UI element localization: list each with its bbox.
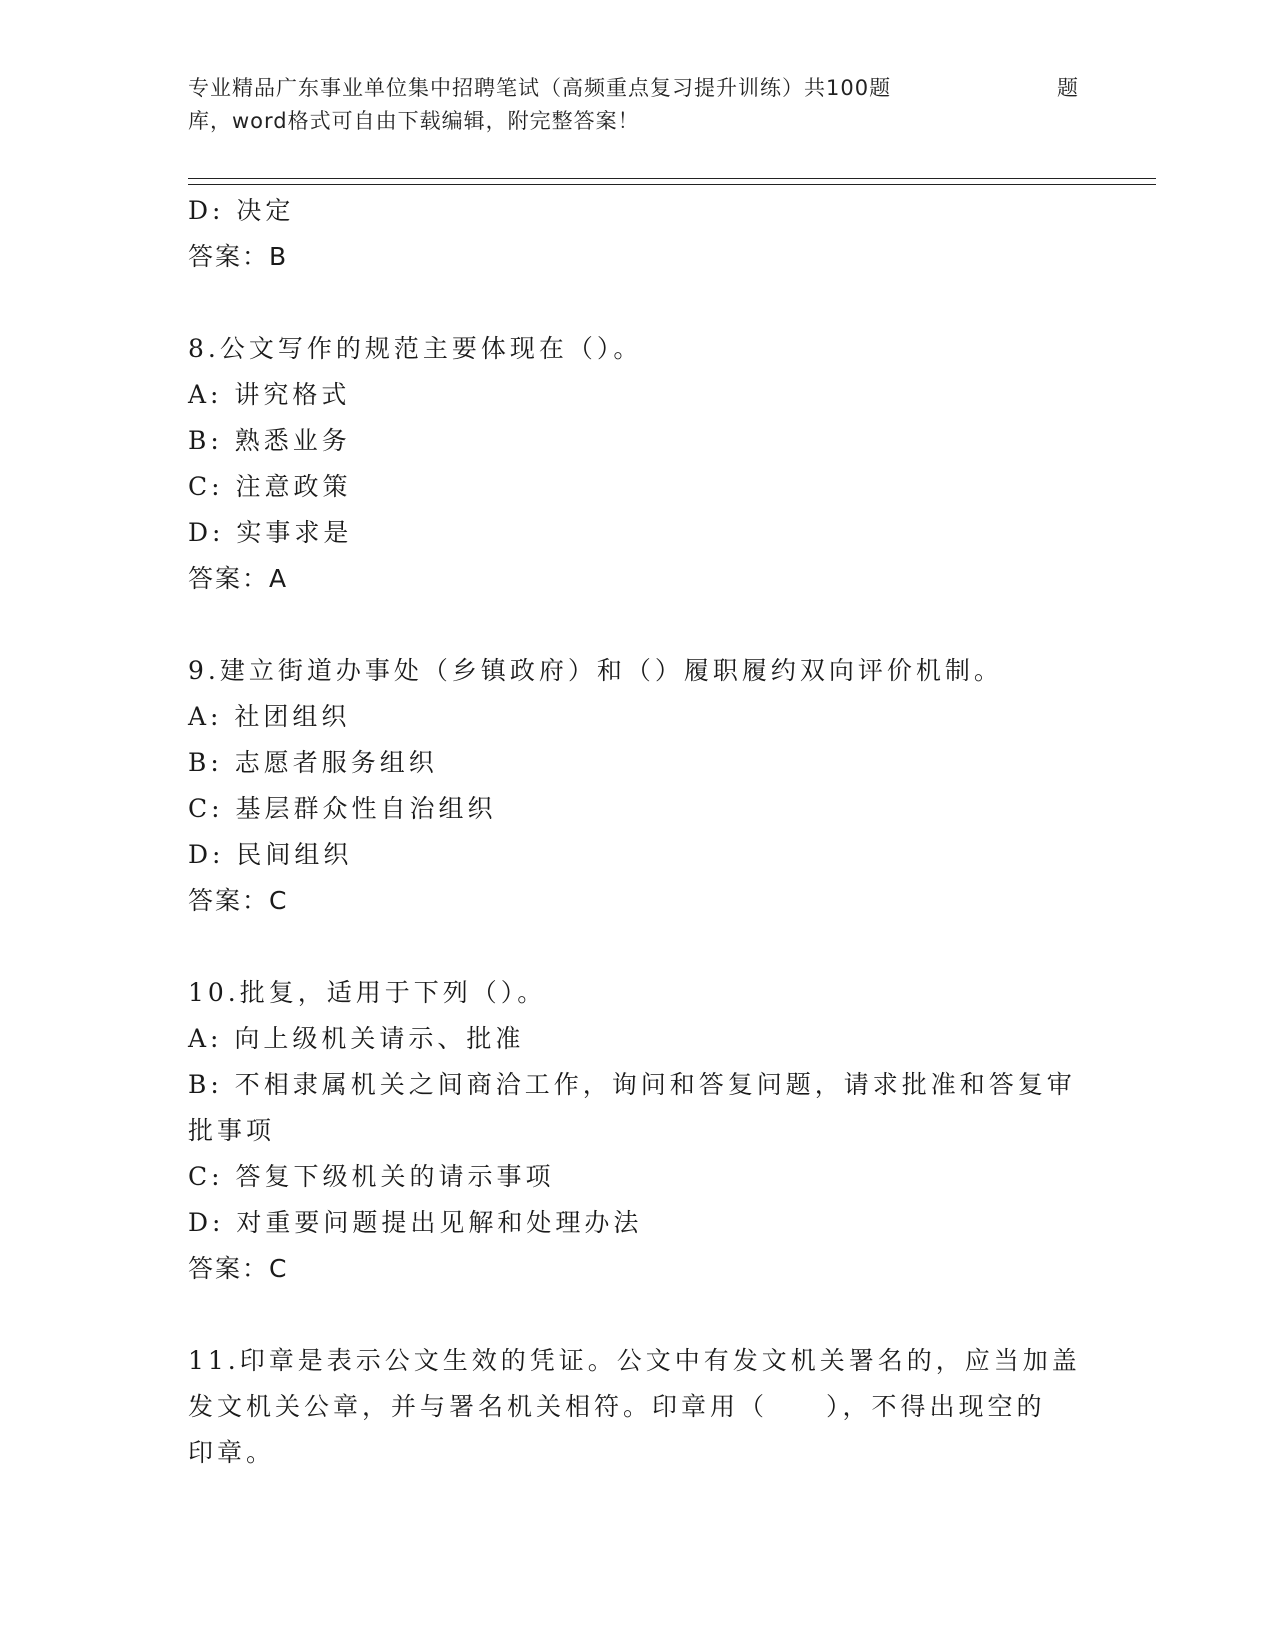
question-stem: 8.公文写作的规范主要体现在（）。 [188, 334, 643, 363]
spacer [188, 924, 1088, 970]
option-a: A: 讲究格式 [188, 380, 351, 409]
header-title-side-char: 题 [1057, 76, 1079, 100]
question-stem: 10.批复，适用于下列（）。 [188, 978, 547, 1007]
spacer [188, 280, 1088, 326]
prev-answer: 答案：B [188, 242, 289, 271]
option-c: C: 答复下级机关的请示事项 [188, 1162, 555, 1191]
question-stem-line-1: 11.印章是表示公文生效的凭证。公文中有发文机关署名的，应当加盖 [188, 1346, 1081, 1375]
question-stem-line-3: 印章。 [188, 1438, 276, 1467]
question-8 [188, 326, 1088, 602]
spacer [188, 602, 1088, 648]
prev-option-d: D: 决定 [188, 196, 295, 225]
option-b: B: 志愿者服务组织 [188, 748, 438, 777]
question-10 [188, 970, 1088, 1292]
spacer [188, 1292, 1088, 1338]
option-a: A: 社团组织 [188, 702, 351, 731]
answer: 答案：A [188, 564, 289, 593]
option-c: C: 注意政策 [188, 472, 352, 501]
option-d: D: 实事求是 [188, 518, 353, 547]
question-content [188, 188, 1088, 1476]
option-a: A: 向上级机关请示、批准 [188, 1024, 525, 1053]
question-stem-line-2: 发文机关公章，并与署名机关相符。印章用（ ），不得出现空的 [188, 1392, 1046, 1421]
header-title-line-2: 库，word格式可自由下载编辑，附完整答案！ [188, 109, 640, 133]
question-9 [188, 648, 1088, 924]
header-divider-bottom [188, 184, 1156, 185]
answer: 答案：C [188, 1254, 289, 1283]
option-b: B: 不相隶属机关之间商洽工作，询问和答复问题，请求批准和答复审 [188, 1070, 1076, 1099]
option-c: C: 基层群众性自治组织 [188, 794, 497, 823]
answer: 答案：C [188, 886, 289, 915]
header-divider-top [188, 178, 1156, 179]
page-header [188, 72, 1088, 138]
option-d: D: 对重要问题提出见解和处理办法 [188, 1208, 643, 1237]
question-11 [188, 1338, 1088, 1476]
option-b: B: 熟悉业务 [188, 426, 351, 455]
header-title-text: 专业精品广东事业单位集中招聘笔试（高频重点复习提升训练）共100题 [188, 76, 892, 100]
header-title-line-1 [188, 72, 1088, 105]
option-d: D: 民间组织 [188, 840, 353, 869]
option-b-continued: 批事项 [188, 1116, 276, 1145]
question-stem: 9.建立街道办事处（乡镇政府）和（）履职履约双向评价机制。 [188, 656, 1003, 685]
